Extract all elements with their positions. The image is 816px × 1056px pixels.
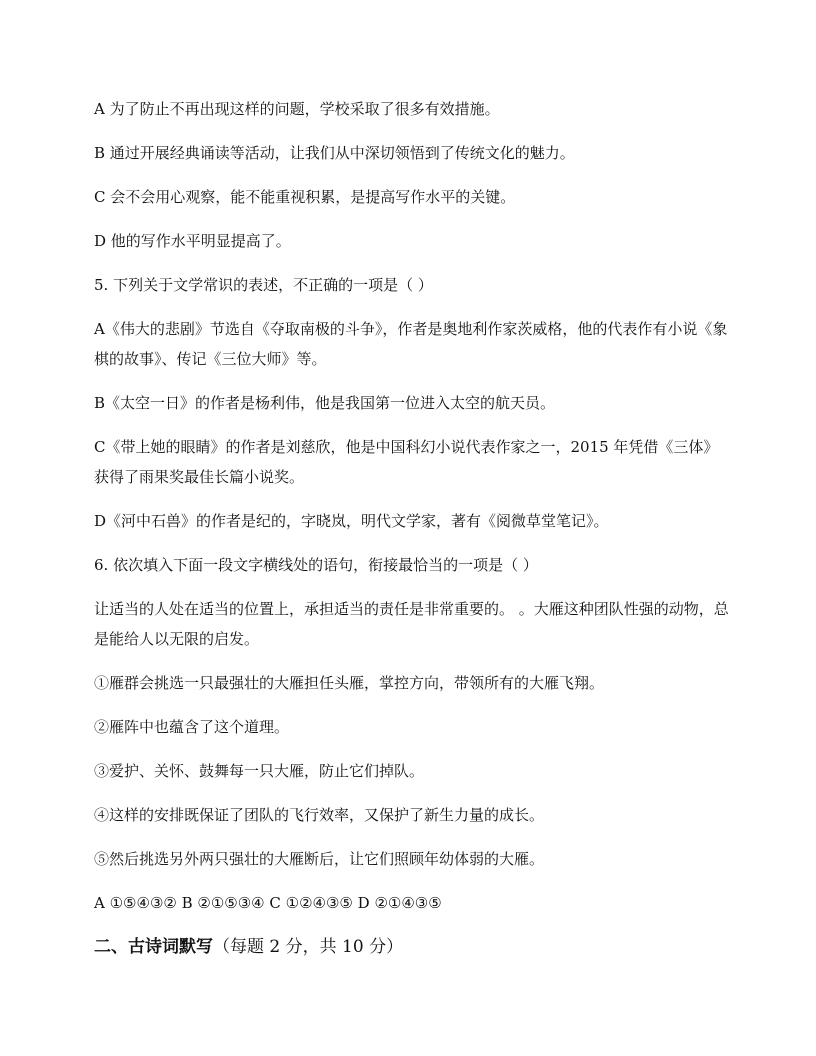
question-5-stem: 5. 下列关于文学常识的表述，不正确的一项是（ ） [94, 276, 433, 294]
page-content [94, 94, 730, 962]
option-d-sentence: D 他的写作水平明显提高了。 [94, 232, 291, 250]
option-b-sentence: B 通过开展经典诵读等活动，让我们从中深切领悟到了传统文化的魅力。 [94, 144, 575, 162]
option-c-sentence: C 会不会用心观察，能不能重视积累，是提高写作水平的关键。 [94, 188, 516, 206]
question-5-option-b: B《太空一日》的作者是杨利伟，他是我国第一位进入太空的航天员。 [94, 394, 556, 412]
section-note: （每题 2 分，共 10 分） [213, 937, 404, 957]
question-5-option-c: C《带上她的眼睛》的作者是刘慈欣，他是中国科幻小说代表作家之一，2015 年凭借《三体》获得了雨果奖最佳长篇小说奖。 [94, 438, 719, 486]
question-6-options: A ①⑤④③② B ②①⑤③④ C ①②④③⑤ D ②①④③⑤ [94, 894, 442, 912]
question-6-stem: 6. 依次填入下面一段文字横线处的语句，衔接最恰当的一项是（ ） [94, 556, 538, 574]
option-a-sentence: A 为了防止不再出现这样的问题，学校采取了很多有效措施。 [94, 100, 500, 118]
sentence-5: ⑤然后挑选另外两只强壮的大雁断后，让它们照顾年幼体弱的大雁。 [94, 850, 545, 868]
section-title: 二、古诗词默写 [94, 937, 213, 957]
sentence-3: ③爱护、关怀、鼓舞每一只大雁，防止它们掉队。 [94, 762, 425, 780]
sentence-4: ④这样的安排既保证了团队的飞行效率，又保护了新生力量的成长。 [94, 806, 545, 824]
sentence-1: ①雁群会挑选一只最强壮的大雁担任头雁，掌控方向，带领所有的大雁飞翔。 [94, 674, 605, 692]
sentence-2: ②雁阵中也蕴含了这个道理。 [94, 718, 290, 736]
section-heading [94, 932, 730, 962]
question-5-option-a: A《伟大的悲剧》节选自《夺取南极的斗争》，作者是奥地利作家茨威格，他的代表作有小说《象棋的故事》、传记《三位大师》等。 [94, 320, 728, 368]
question-5-option-d: D《河中石兽》的作者是纪的，字晓岚，明代文学家，著有《阅微草堂笔记》。 [94, 512, 609, 530]
question-6-passage: 让适当的人处在适当的位置上，承担适当的责任是非常重要的。 。大雁这种团队性强的动物，总是能给人以无限的启发。 [94, 600, 729, 648]
